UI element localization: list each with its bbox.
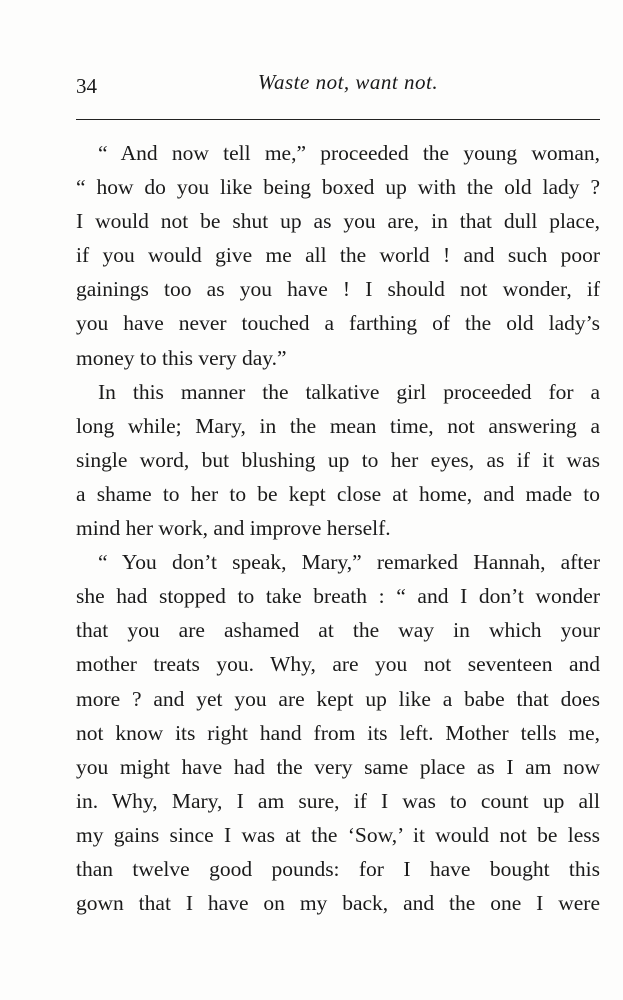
text-line: “ And now tell me,” proceeded the young woman,	[98, 141, 600, 165]
text-line: single word, but blushing up to her eyes, as if it was	[76, 447, 600, 472]
text-line: you might have had the very same place as I am now	[76, 754, 600, 779]
running-title: Waste not, want not.	[257, 70, 439, 94]
text-line: not know its right hand from its left. Mother tells me,	[76, 720, 600, 745]
text-line: if you would give me all the world ! and such poor	[76, 243, 600, 268]
text-line: she had stopped to take breath : “ and I don’t wonder	[76, 584, 600, 609]
text-line: “ You don’t speak, Mary,” remarked Hannah, after	[98, 550, 600, 575]
text-line: In this manner the talkative girl proceeded for a	[98, 379, 600, 404]
text-line: mother treats you. Why, are you not seventeen and	[76, 652, 600, 677]
text-line: than twelve good pounds: for I have bought this	[76, 856, 600, 881]
text-line: my gains since I was at the ‘Sow,’ it would not be less	[76, 822, 600, 847]
header-rule	[76, 119, 600, 120]
text-line: money to this very day.”	[76, 345, 287, 370]
text-line: in. Why, Mary, I am sure, if I was to count up all	[76, 788, 600, 813]
text-line: gown that I have on my back, and the one I were	[76, 891, 600, 916]
text-line: gainings too as you have ! I should not wonder, if	[76, 277, 600, 302]
text-line: I would not be shut up as you are, in that dull place,	[76, 209, 600, 234]
text-line: more ? and yet you are kept up like a babe that does	[76, 686, 600, 711]
body-text	[76, 136, 600, 920]
text-line: that you are ashamed at the way in which your	[76, 618, 600, 643]
running-head	[76, 70, 600, 102]
text-line: long while; Mary, in the mean time, not answering a	[76, 413, 600, 438]
text-line: you have never touched a farthing of the old lady’s	[76, 311, 600, 336]
text-line: a shame to her to be kept close at home, and made to	[76, 481, 600, 506]
text-line: “ how do you like being boxed up with the old lady ?	[76, 175, 600, 200]
text-line: mind her work, and improve herself.	[76, 516, 391, 541]
page-number: 34	[76, 74, 97, 98]
